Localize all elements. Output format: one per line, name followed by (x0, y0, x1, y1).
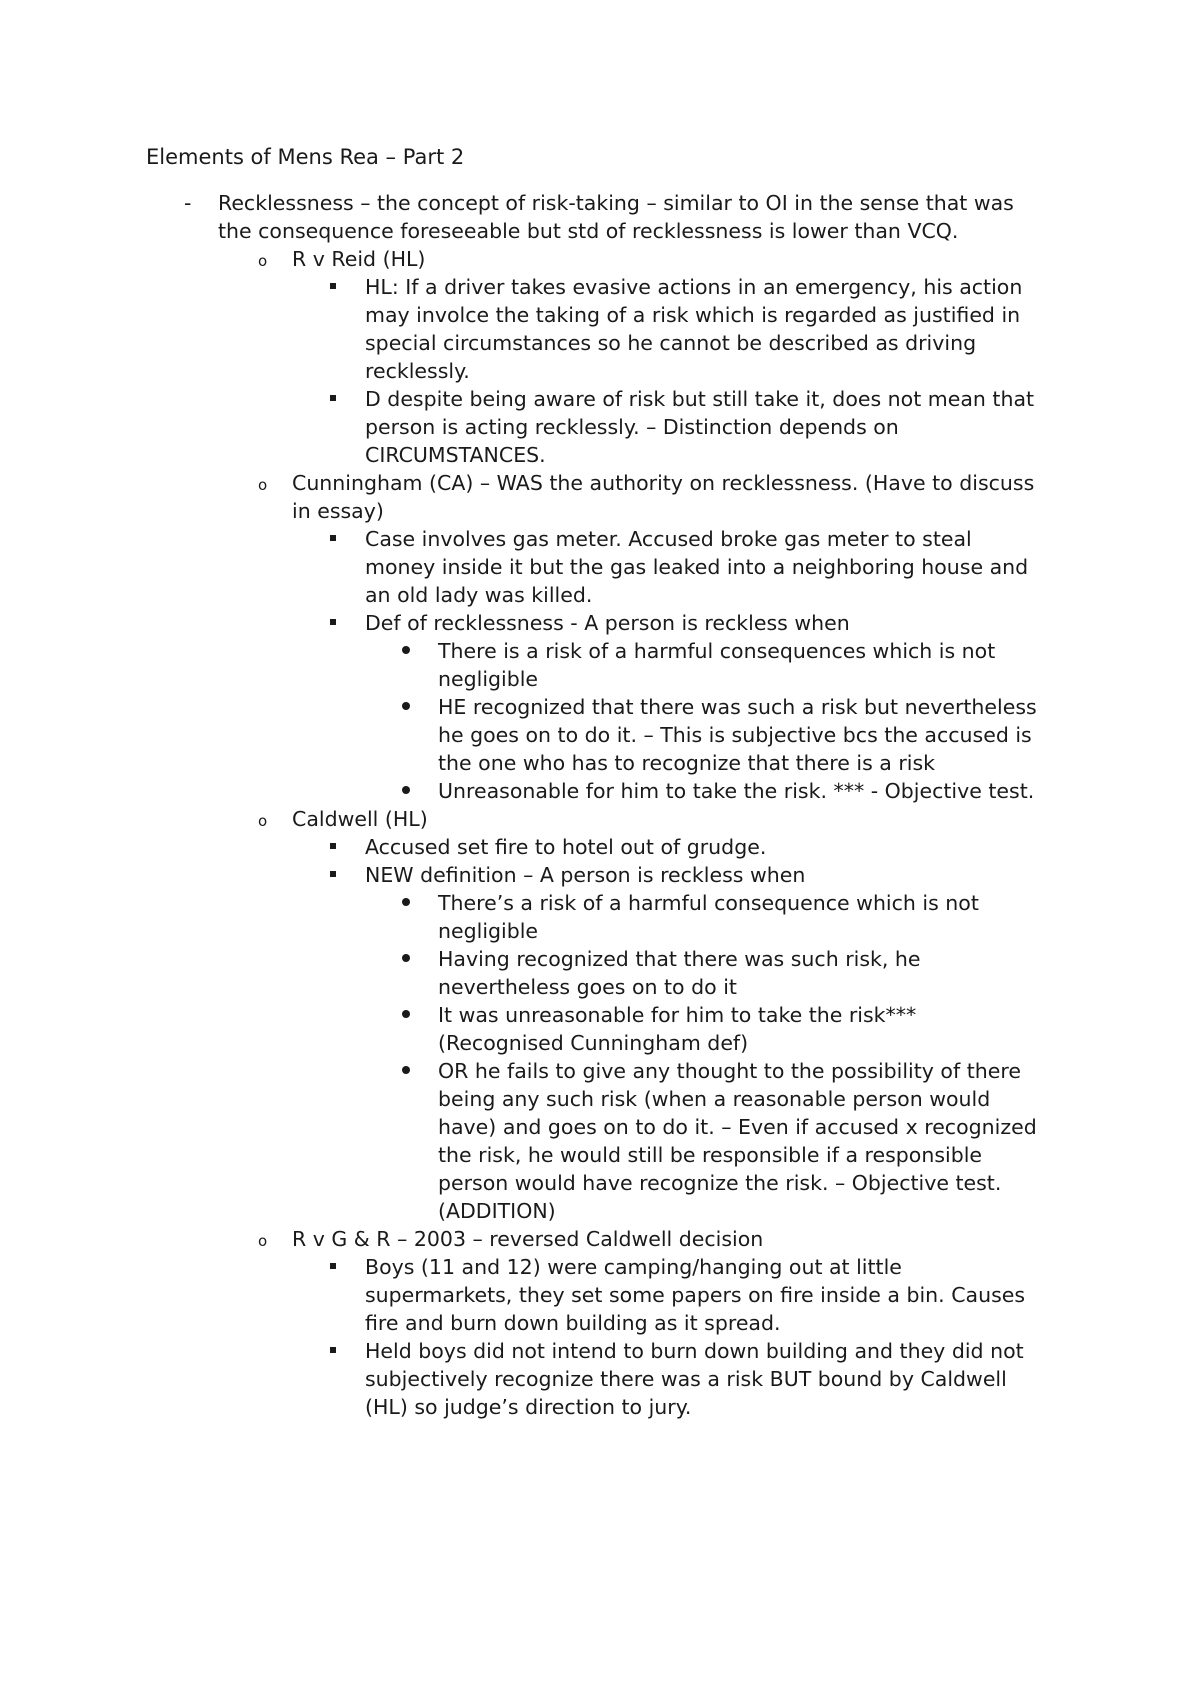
list-item-text: OR he fails to give any thought to the possibility of there being any such risk (when a reasonable person would have) and goes on to do it. – Even if accused x recognized the risk, he would still be responsible if a responsible person would have recognize the risk. – Objective test. (ADDITION) (438, 1059, 1037, 1223)
notes-outline (146, 189, 1046, 1421)
case-item-cunningham (146, 469, 1046, 525)
square-bullet-icon (330, 1263, 336, 1269)
circle-bullet-icon: o (258, 476, 268, 494)
round-bullet-icon (402, 702, 410, 710)
round-bullet-icon (402, 786, 410, 794)
list-item (146, 777, 1046, 805)
circle-bullet-icon: o (258, 252, 268, 270)
list-item (146, 525, 1046, 609)
square-bullet-icon (330, 871, 336, 877)
case-item-r-v-g-and-r (146, 1225, 1046, 1253)
list-item-text: Unreasonable for him to take the risk. *** - Objective test. (438, 779, 1035, 803)
dash-bullet-icon: - (184, 191, 192, 215)
list-item (146, 1001, 1046, 1057)
document-title: Elements of Mens Rea – Part 2 (146, 145, 465, 169)
list-item (146, 889, 1046, 945)
list-item (146, 609, 1046, 637)
list-item-text: Held boys did not intend to burn down building and they did not subjectively recognize there was a risk BUT bound by Caldwell (HL) so judge’s direction to jury. (365, 1339, 1024, 1419)
list-item (146, 693, 1046, 777)
square-bullet-icon (330, 535, 336, 541)
case-heading: R v Reid (HL) (292, 247, 426, 271)
list-item-text: HL: If a driver takes evasive actions in an emergency, his action may involce the taking of a risk which is regarded as justified in special circumstances so he cannot be described as driving recklessly. (365, 275, 1023, 383)
case-heading: R v G & R – 2003 – reversed Caldwell decision (292, 1227, 764, 1251)
list-item (146, 833, 1046, 861)
round-bullet-icon (402, 1066, 410, 1074)
list-item-text: Accused set fire to hotel out of grudge. (365, 835, 767, 859)
list-item-text: Recklessness – the concept of risk-taking – similar to OI in the sense that was the consequence foreseeable but std of recklessness is lower than VCQ. (218, 191, 1014, 243)
list-item-text: NEW definition – A person is reckless when (365, 863, 806, 887)
case-heading: Caldwell (HL) (292, 807, 428, 831)
round-bullet-icon (402, 954, 410, 962)
circle-bullet-icon: o (258, 1232, 268, 1250)
round-bullet-icon (402, 898, 410, 906)
square-bullet-icon (330, 1347, 336, 1353)
list-item-text: Boys (11 and 12) were camping/hanging out at little supermarkets, they set some papers on fire inside a bin. Causes fire and burn down building as it spread. (365, 1255, 1026, 1335)
list-item (146, 273, 1046, 385)
list-item (146, 1253, 1046, 1337)
square-bullet-icon (330, 395, 336, 401)
list-item-text: Def of recklessness - A person is reckless when (365, 611, 850, 635)
case-item-reid (146, 245, 1046, 273)
list-item (146, 861, 1046, 889)
list-item-text: It was unreasonable for him to take the risk*** (Recognised Cunningham def) (438, 1003, 917, 1055)
round-bullet-icon (402, 646, 410, 654)
list-item-text: There’s a risk of a harmful consequence which is not negligible (438, 891, 979, 943)
case-item-caldwell (146, 805, 1046, 833)
list-item-recklessness (146, 189, 1046, 245)
list-item-text: There is a risk of a harmful consequences which is not negligible (438, 639, 996, 691)
square-bullet-icon (330, 843, 336, 849)
list-item (146, 1057, 1046, 1225)
circle-bullet-icon: o (258, 812, 268, 830)
list-item-text: D despite being aware of risk but still take it, does not mean that person is acting recklessly. – Distinction depends on CIRCUMSTANCES. (365, 387, 1035, 467)
square-bullet-icon (330, 619, 336, 625)
list-item (146, 385, 1046, 469)
round-bullet-icon (402, 1010, 410, 1018)
square-bullet-icon (330, 283, 336, 289)
list-item-text: Having recognized that there was such risk, he nevertheless goes on to do it (438, 947, 921, 999)
list-item-text: HE recognized that there was such a risk but nevertheless he goes on to do it. – This is subjective bcs the accused is the one who has to recognize that there is a risk (438, 695, 1037, 775)
case-heading: Cunningham (CA) – WAS the authority on recklessness. (Have to discuss in essay) (292, 471, 1035, 523)
list-item (146, 1337, 1046, 1421)
list-item-text: Case involves gas meter. Accused broke gas meter to steal money inside it but the gas leaked into a neighboring house and an old lady was killed. (365, 527, 1029, 607)
list-item (146, 945, 1046, 1001)
list-item (146, 637, 1046, 693)
